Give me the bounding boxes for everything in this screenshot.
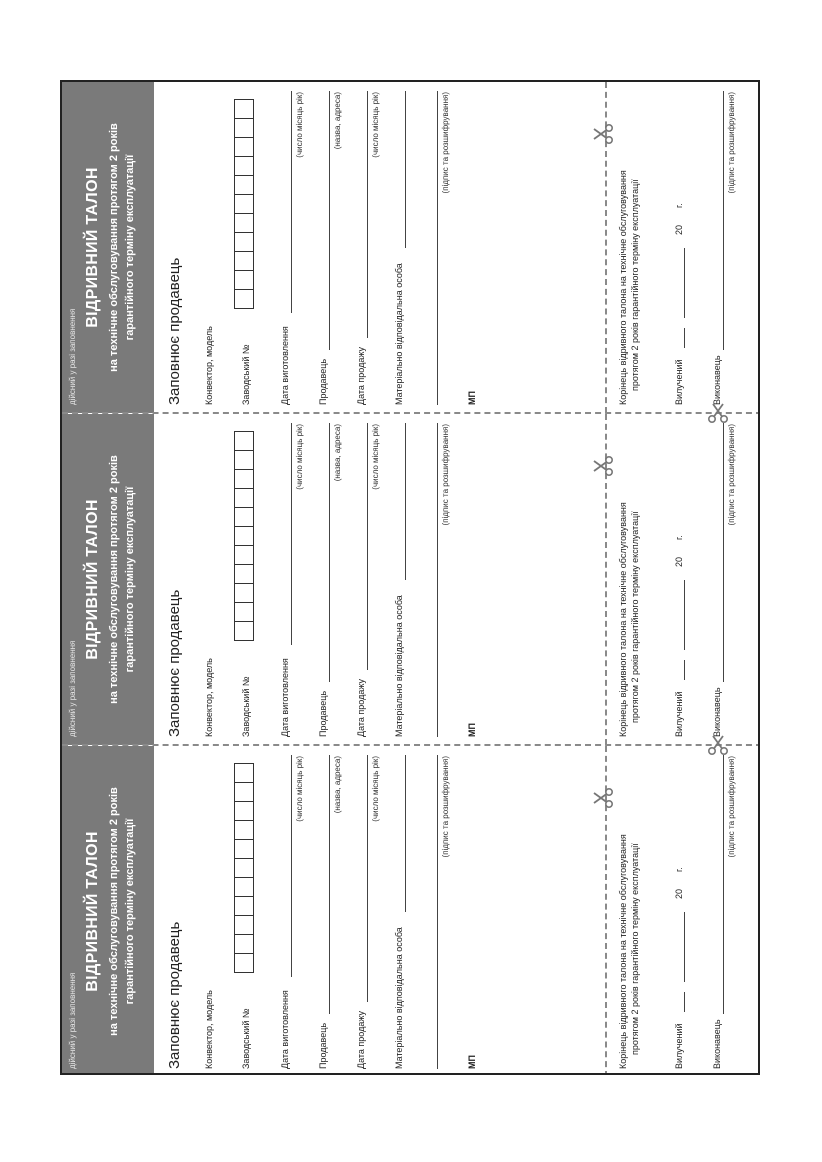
scissors-icon [592, 455, 614, 477]
convector-model-label: Конвектор, модель [204, 658, 214, 737]
validity-note: дійсний у разі заповнення [68, 972, 77, 1069]
scissors-icon [592, 123, 614, 145]
manufacture-date-field[interactable] [291, 91, 292, 313]
coupon-subtitle-line1: на технічне обслуговування протягом 2 років [108, 455, 120, 704]
sale-date-hint: (число місяць рік) [371, 92, 380, 158]
serial-digit-cell[interactable] [234, 545, 254, 565]
year-suffix: г. [674, 867, 684, 872]
serial-digit-cell[interactable] [234, 450, 254, 470]
serial-digit-cell[interactable] [234, 251, 254, 271]
seller-field[interactable] [329, 755, 330, 1014]
year-prefix: 20 [674, 888, 684, 899]
stamp-label: МП [467, 391, 477, 405]
removed-label: Вилучений [674, 359, 684, 405]
sale-date-hint: (число місяць рік) [371, 424, 380, 490]
serial-number-label: Заводський № [241, 344, 251, 405]
responsible-signature-field[interactable] [437, 91, 438, 405]
serial-digit-cell[interactable] [234, 270, 254, 290]
manufacture-date-label: Дата виготовлення [280, 658, 290, 737]
coupon-subtitle-line1: на технічне обслуговування протягом 2 років [108, 123, 120, 372]
serial-number-cells[interactable] [234, 431, 254, 640]
serial-digit-cell[interactable] [234, 175, 254, 195]
vertical-cut-line [62, 412, 760, 414]
serial-digit-cell[interactable] [234, 621, 254, 641]
scissors-icon [707, 734, 729, 756]
stub-title-line1: Корінець відривного талона на технічне обслуговування [618, 834, 628, 1069]
executor-label: Виконавець [712, 687, 722, 737]
stub-title-line1: Корінець відривного талона на технічне обслуговування [618, 502, 628, 737]
coupon-subtitle-line2: гарантійного терміну експлуатації [124, 818, 136, 1005]
signature-hint: (підпис та розшифрування) [441, 92, 450, 194]
sale-date-label: Дата продажу [356, 1011, 366, 1069]
serial-digit-cell[interactable] [234, 564, 254, 584]
removed-month-field[interactable] [684, 248, 685, 318]
seller-label: Продавець [318, 358, 328, 405]
vertical-cut-line [62, 744, 760, 746]
tear-off-coupon [62, 746, 760, 1075]
serial-number-label: Заводський № [241, 1008, 251, 1069]
stamp-label: МП [467, 723, 477, 737]
serial-digit-cell[interactable] [234, 896, 254, 916]
seller-section-heading: Заповнює продавець [166, 921, 183, 1069]
responsible-signature-field[interactable] [437, 755, 438, 1069]
stamp-label: МП [467, 1055, 477, 1069]
seller-label: Продавець [318, 690, 328, 737]
responsible-person-field[interactable] [405, 755, 406, 912]
seller-field[interactable] [329, 91, 330, 350]
coupon-title: ВІДРИВНИЙ ТАЛОН [84, 167, 101, 328]
coupon-subtitle-line2: гарантійного терміну експлуатації [124, 154, 136, 341]
serial-digit-cell[interactable] [234, 118, 254, 138]
scissors-icon [592, 787, 614, 809]
manufacture-date-hint: (число місяць рік) [295, 92, 304, 158]
coupon-subtitle-line2: гарантійного терміну експлуатації [124, 486, 136, 673]
executor-hint: (підпис та розшифрування) [727, 756, 736, 858]
serial-digit-cell[interactable] [234, 839, 254, 859]
year-suffix: г. [674, 203, 684, 208]
year-suffix: г. [674, 535, 684, 540]
executor-signature-field[interactable] [723, 91, 724, 350]
serial-digit-cell[interactable] [234, 137, 254, 157]
rotated-coupon-strip [62, 82, 760, 1075]
coupon-header [62, 414, 154, 745]
serial-digit-cell[interactable] [234, 507, 254, 527]
serial-digit-cell[interactable] [234, 213, 254, 233]
removed-month-field[interactable] [684, 580, 685, 650]
executor-hint: (підпис та розшифрування) [727, 92, 736, 194]
seller-label: Продавець [318, 1022, 328, 1069]
validity-note: дійсний у разі заповнення [68, 640, 77, 737]
removed-month-field[interactable] [684, 912, 685, 982]
executor-signature-field[interactable] [723, 423, 724, 682]
serial-digit-cell[interactable] [234, 953, 254, 973]
sale-date-field[interactable] [367, 91, 368, 338]
seller-section-heading: Заповнює продавець [166, 589, 183, 737]
signature-hint: (підпис та розшифрування) [441, 756, 450, 858]
responsible-person-label: Матеріально відповідальна особа [394, 263, 404, 405]
responsible-signature-field[interactable] [437, 423, 438, 737]
coupon-subtitle-line1: на технічне обслуговування протягом 2 років [108, 787, 120, 1036]
seller-hint: (назва, адреса) [333, 424, 342, 482]
coupon-title: ВІДРИВНИЙ ТАЛОН [84, 831, 101, 992]
manufacture-date-hint: (число місяць рік) [295, 424, 304, 490]
coupon-title: ВІДРИВНИЙ ТАЛОН [84, 499, 101, 660]
seller-hint: (назва, адреса) [333, 756, 342, 814]
manufacture-date-field[interactable] [291, 755, 292, 977]
serial-digit-cell[interactable] [234, 763, 254, 783]
serial-digit-cell[interactable] [234, 526, 254, 546]
serial-digit-cell[interactable] [234, 99, 254, 119]
removed-day-field[interactable] [684, 992, 685, 1012]
serial-digit-cell[interactable] [234, 194, 254, 214]
coupon-header [62, 746, 154, 1075]
stub-title-line1: Корінець відривного талона на технічне обслуговування [618, 170, 628, 405]
validity-note: дійсний у разі заповнення [68, 308, 77, 405]
sale-date-hint: (число місяць рік) [371, 756, 380, 822]
manufacture-date-field[interactable] [291, 423, 292, 645]
scissors-icon [707, 402, 729, 424]
serial-digit-cell[interactable] [234, 801, 254, 821]
serial-digit-cell[interactable] [234, 934, 254, 954]
serial-digit-cell[interactable] [234, 431, 254, 451]
serial-digit-cell[interactable] [234, 488, 254, 508]
serial-number-cells[interactable] [234, 763, 254, 972]
responsible-person-field[interactable] [405, 91, 406, 248]
removed-day-field[interactable] [684, 328, 685, 348]
serial-digit-cell[interactable] [234, 156, 254, 176]
sale-date-field[interactable] [367, 423, 368, 670]
serial-digit-cell[interactable] [234, 820, 254, 840]
seller-section-heading: Заповнює продавець [166, 257, 183, 405]
serial-digit-cell[interactable] [234, 583, 254, 603]
convector-model-label: Конвектор, модель [204, 326, 214, 405]
convector-model-label: Конвектор, модель [204, 990, 214, 1069]
stub-title-line2: протягом 2 років гарантійного терміну експлуатації [630, 511, 640, 723]
warranty-coupons-sheet [60, 80, 760, 1075]
manufacture-date-label: Дата виготовлення [280, 990, 290, 1069]
stub-title-line2: протягом 2 років гарантійного терміну експлуатації [630, 843, 640, 1055]
serial-digit-cell[interactable] [234, 469, 254, 489]
serial-digit-cell[interactable] [234, 782, 254, 802]
serial-digit-cell[interactable] [234, 915, 254, 935]
serial-digit-cell[interactable] [234, 289, 254, 309]
signature-hint: (підпис та розшифрування) [441, 424, 450, 526]
executor-hint: (підпис та розшифрування) [727, 424, 736, 526]
sale-date-label: Дата продажу [356, 679, 366, 737]
serial-number-cells[interactable] [234, 99, 254, 308]
responsible-person-label: Матеріально відповідальна особа [394, 927, 404, 1069]
manufacture-date-hint: (число місяць рік) [295, 756, 304, 822]
serial-digit-cell[interactable] [234, 602, 254, 622]
seller-hint: (назва, адреса) [333, 92, 342, 150]
executor-label: Виконавець [712, 1019, 722, 1069]
serial-digit-cell[interactable] [234, 877, 254, 897]
removed-label: Вилучений [674, 691, 684, 737]
manufacture-date-label: Дата виготовлення [280, 326, 290, 405]
sale-date-field[interactable] [367, 755, 368, 1002]
tear-off-coupon [62, 414, 760, 745]
serial-number-label: Заводський № [241, 676, 251, 737]
executor-label: Виконавець [712, 355, 722, 405]
year-prefix: 20 [674, 224, 684, 235]
serial-digit-cell[interactable] [234, 858, 254, 878]
serial-digit-cell[interactable] [234, 232, 254, 252]
removed-day-field[interactable] [684, 660, 685, 680]
stub-title-line2: протягом 2 років гарантійного терміну експлуатації [630, 179, 640, 391]
sale-date-label: Дата продажу [356, 347, 366, 405]
responsible-person-label: Матеріально відповідальна особа [394, 595, 404, 737]
responsible-person-field[interactable] [405, 423, 406, 580]
tear-off-coupon [62, 82, 760, 413]
seller-field[interactable] [329, 423, 330, 682]
coupon-header [62, 82, 154, 413]
executor-signature-field[interactable] [723, 755, 724, 1014]
removed-label: Вилучений [674, 1023, 684, 1069]
year-prefix: 20 [674, 556, 684, 567]
